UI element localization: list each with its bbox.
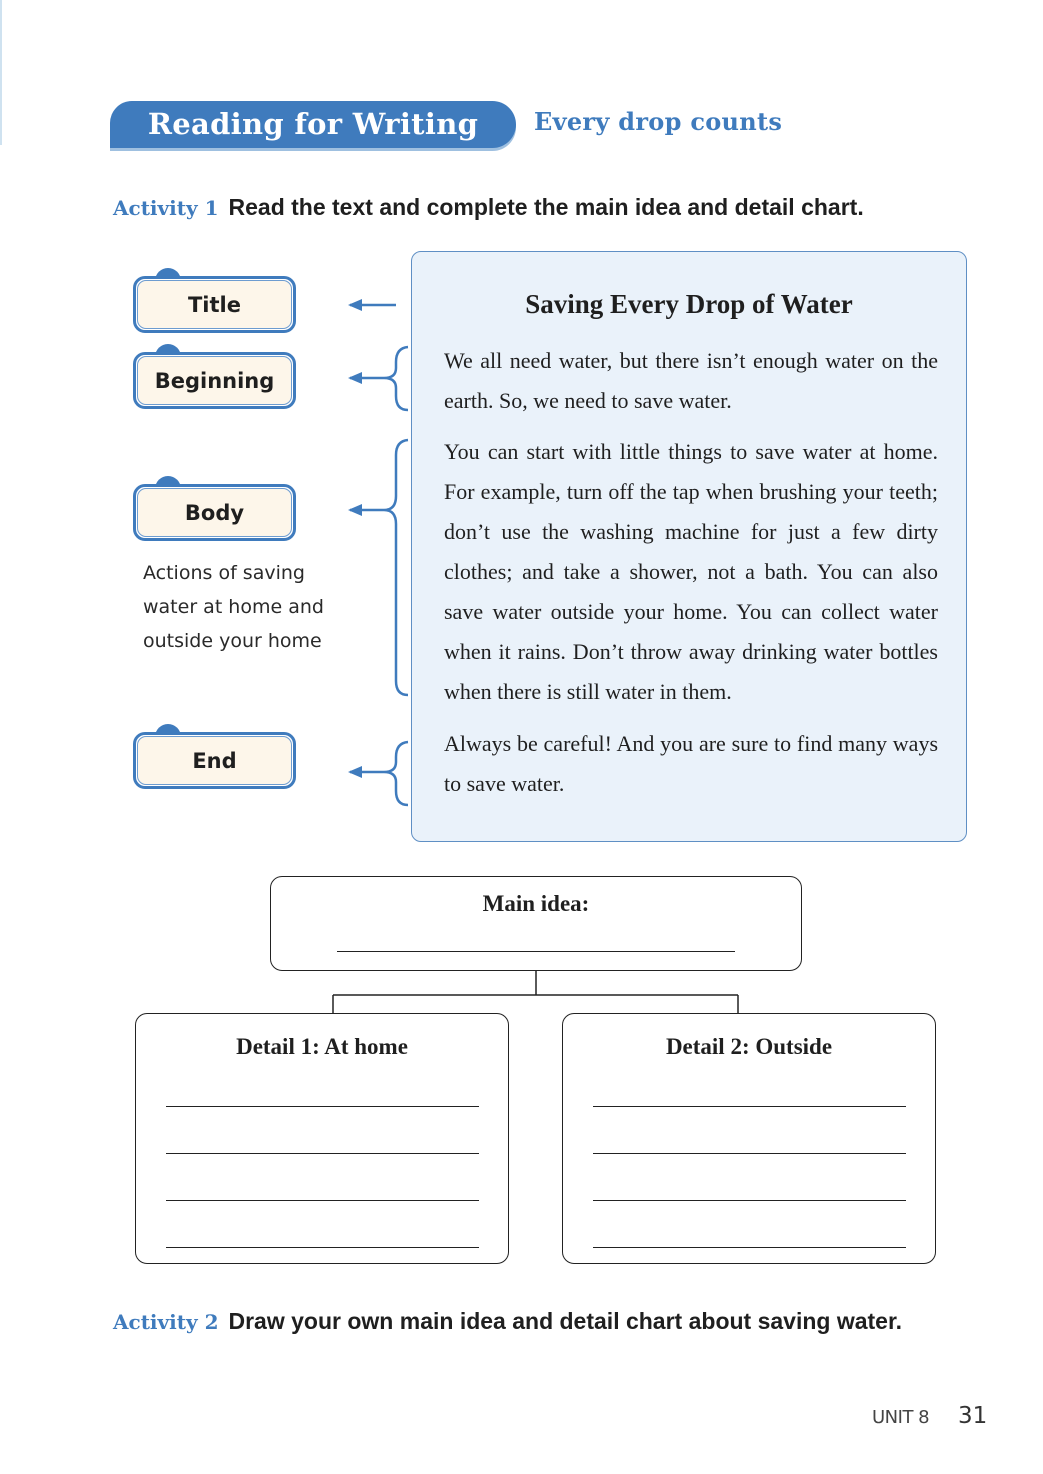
- detail-1-answer-line[interactable]: [166, 1247, 479, 1248]
- detail-1-answer-line[interactable]: [166, 1200, 479, 1201]
- detail-2-answer-line[interactable]: [593, 1247, 906, 1248]
- page-number: 31: [958, 1403, 988, 1429]
- reading-paragraph-beginning: We all need water, but there isn’t enough water on the earth. So, we need to save water.: [444, 348, 938, 413]
- activity-1-instruction: Read the text and complete the main idea and detail chart.: [228, 194, 864, 220]
- section-title: Reading for Writing: [147, 107, 479, 141]
- structure-tag-end-label: End: [137, 736, 292, 785]
- detail-1-answer-line[interactable]: [166, 1106, 479, 1107]
- detail-2-box: [562, 1013, 936, 1264]
- main-idea-answer-line[interactable]: [337, 951, 735, 952]
- structure-tag-body: [133, 484, 296, 541]
- detail-1-box: [135, 1013, 509, 1264]
- structure-tag-title-label: Title: [137, 280, 292, 329]
- detail-2-answer-line[interactable]: [593, 1106, 906, 1107]
- chart-connector-lines: [320, 970, 750, 1015]
- end-brace-icon: [348, 742, 408, 805]
- body-brace-icon: [348, 440, 408, 695]
- structure-tag-end: [133, 732, 296, 789]
- section-subtitle: Every drop counts: [534, 107, 783, 136]
- main-idea-label: Main idea:: [482, 891, 590, 916]
- activity-2-instruction: Draw your own main idea and detail chart about saving water.: [228, 1308, 903, 1334]
- structure-tag-beginning: [133, 352, 296, 409]
- activity-2-heading: [113, 1308, 902, 1335]
- detail-2-label: Detail 2: Outside: [665, 1034, 833, 1059]
- reading-paragraph-body: You can start with little things to save water at home. For example, turn off the tap when brushing your teeth; don’t use the washing machine for just a few dirty clothes; and take a shower, not a bath. You can also save water outside your home. You can collect water when it rains. Don’t throw away drinking water bottles when there is still water in them.: [444, 439, 938, 704]
- structure-tag-title: [133, 276, 296, 333]
- activity-1-label: Activity 1: [113, 196, 219, 220]
- structure-connectors: [330, 280, 420, 820]
- footer-unit: UNIT 8: [872, 1407, 930, 1428]
- page-edge-line: [0, 0, 2, 145]
- detail-2-answer-line[interactable]: [593, 1200, 906, 1201]
- reading-title: Saving Every Drop of Water: [525, 289, 853, 319]
- structure-tag-body-label: Body: [137, 488, 292, 537]
- main-idea-box: [270, 876, 802, 971]
- detail-1-label: Detail 1: At home: [236, 1034, 408, 1059]
- body-note: Actions of saving water at home and outside your home: [143, 562, 324, 652]
- reading-paragraph-end: Always be careful! And you are sure to find many ways to save water.: [444, 731, 938, 796]
- beginning-brace-icon: [348, 347, 408, 410]
- activity-2-label: Activity 2: [113, 1310, 219, 1334]
- detail-2-answer-line[interactable]: [593, 1153, 906, 1154]
- detail-1-answer-line[interactable]: [166, 1153, 479, 1154]
- title-arrow-icon: [348, 299, 396, 311]
- section-banner: [110, 101, 516, 148]
- structure-tag-beginning-label: Beginning: [137, 356, 292, 405]
- activity-1-heading: [113, 194, 864, 221]
